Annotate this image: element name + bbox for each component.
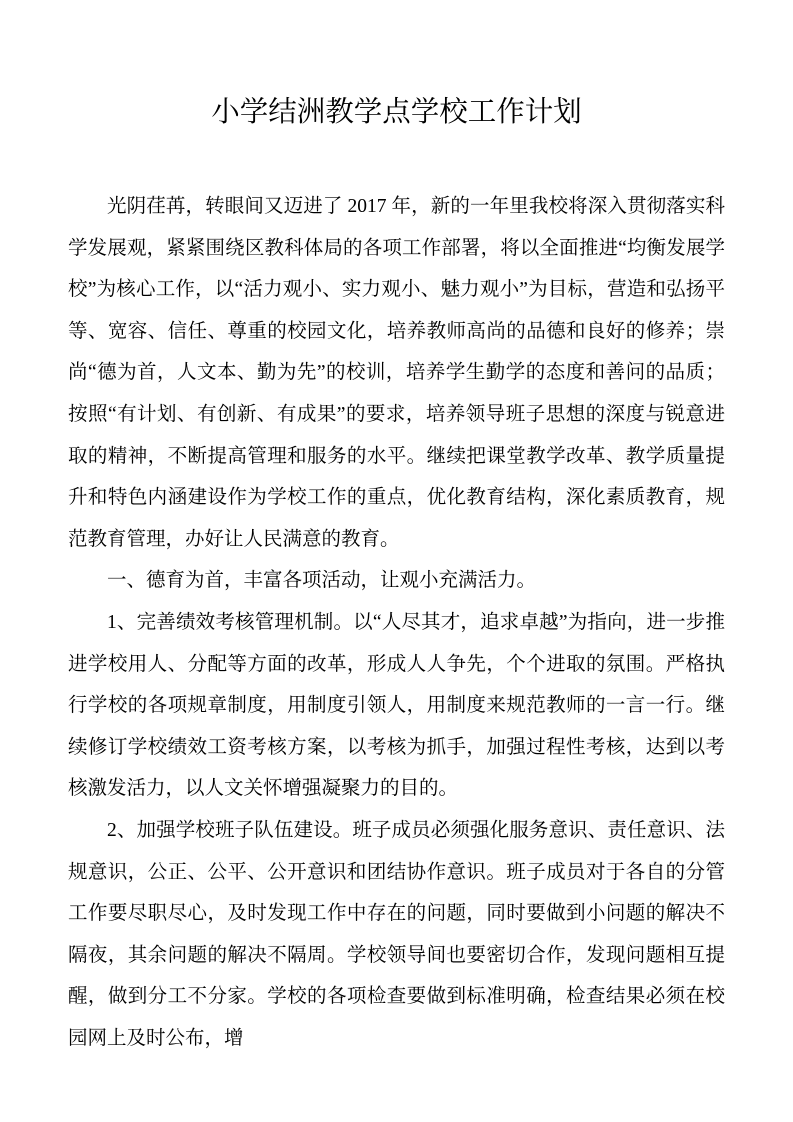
document-paragraph: 2、加强学校班子队伍建设。班子成员必须强化服务意识、责任意识、法规意识，公正、公平、公开意识和团结协作意识。班子成员对于各自的分管工作要尽职尽心，及时发现工作中存在的问题，同时要做到小问题的解决不隔夜，其余问题的解决不隔周。学校领导间也要密切合作，发现问题相互提醒，做到分工不分家。学校的各项检查要做到标准明确，检查结果必须在校园网上及时公布，增 [68, 819, 725, 1049]
document-paragraph: 光阴荏苒，转眼间又迈进了 2017 年，新的一年里我校将深入贯彻落实科学发展观，紧紧围绕区教科体局的各项工作部署，将以全面推进“均衡发展学校”为核心工作，以“活力观小、实力观小、魅力观小”为目标，营造和弘扬平等、宽容、信任、尊重的校园文化，培养教师高尚的品德和良好的修养；崇尚“德为首，人文本、勤为先”的校训，培养学生勤学的态度和善问的品质；按照“有计划、有创新、有成果”的要求，培养领导班子思想的深度与锐意进取的精神，不断提高管理和服务的水平。继续把课堂教学改革、教学质量提升和特色内涵建设作为学校工作的重点，优化教育结构，深化素质教育，规范教育管理，办好让人民满意的教育。 [68, 196, 725, 550]
document-body [68, 186, 725, 1059]
document-paragraph: 1、完善绩效考核管理机制。以“人尽其才，追求卓越”为指向，进一步推进学校用人、分配等方面的改革，形成人人争先，个个进取的氛围。严格执行学校的各项规章制度，用制度引领人，用制度来规范教师的一言一行。继续修订学校绩效工资考核方案，以考核为抓手，加强过程性考核，达到以考核激发活力，以人文关怀增强凝聚力的目的。 [68, 611, 725, 800]
document-paragraph: 一、德育为首，丰富各项活动，让观小充满活力。 [107, 570, 537, 592]
document-title: 小学结洲教学点学校工作计划 [211, 97, 582, 128]
